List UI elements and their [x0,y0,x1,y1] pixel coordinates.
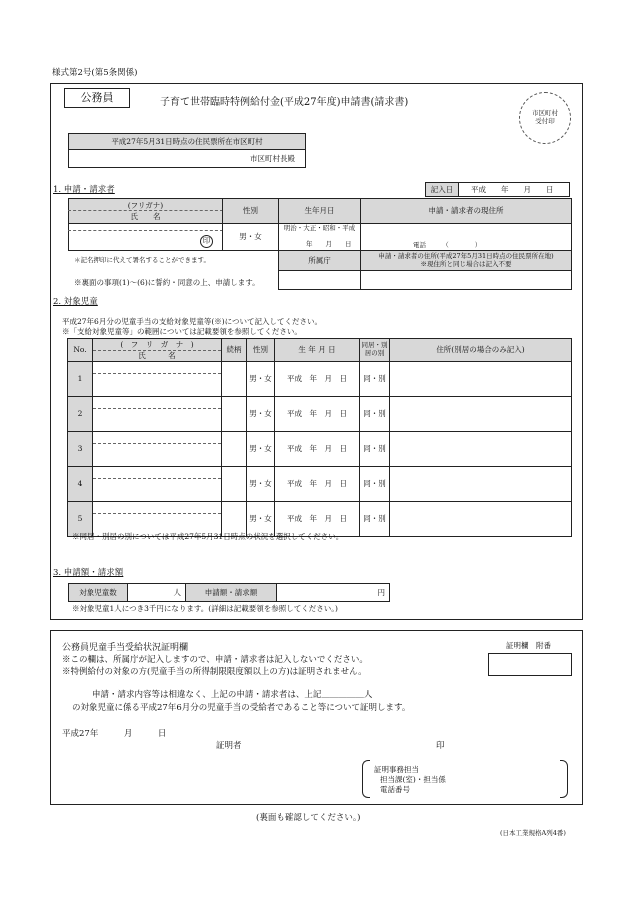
certifier-label: 証明者 [216,741,242,751]
amount-note: ※対象児童1人につき3千円になります。(詳細は記載要領を参照してください。) [72,604,338,613]
table-row [68,397,572,432]
col-name-label: 氏 名 [93,350,221,360]
prev-address-label: 申請・請求者の住所(平成27年5月31日時点の住民票所在地) [378,252,554,260]
name-label: 氏 名 [130,212,161,221]
contact-dept: 担当課(室)・担当係 [380,775,446,784]
child-gender[interactable]: 男・女 [247,397,275,432]
phone-field: 電話 （ ） [413,241,482,249]
cert-number-input[interactable] [488,653,572,676]
relation-input[interactable] [222,467,247,502]
page-title: 子育て世帯臨時特例給付金(平成27年度)申請書(請求書) [160,97,409,108]
children-footnote: ※同居・別居の別については平成27年5月31日時点の状況を選択してください。 [72,532,344,541]
col-no: No. [68,339,93,362]
gender-select[interactable] [222,223,279,251]
furigana-label: (フリガナ) [127,201,164,210]
gender-value: 男・女 [239,232,262,241]
child-name-input[interactable] [93,432,222,467]
child-birth[interactable]: 平成 年 月 日 [275,397,360,432]
row-no: 1 [68,362,93,397]
child-address-input[interactable] [390,467,572,502]
col-birth: 生 年 月 日 [275,339,360,362]
cert-number-label: 証明欄 附番 [506,641,551,650]
child-cohab[interactable]: 同・別 [360,397,390,432]
child-gender[interactable]: 男・女 [247,362,275,397]
table-row [68,362,572,397]
col-name [93,339,222,362]
child-address-input[interactable] [390,397,572,432]
residence-box [68,133,306,168]
cert-note-2: ※特例給付の対象の方(児童手当の所得制限限度額以上の方)は証明されません。 [62,667,367,677]
contact-bracket [362,760,568,798]
count-input[interactable] [128,584,186,601]
office-input[interactable] [278,270,361,290]
form-id: 様式第2号(第5条関係) [52,68,138,78]
era-options: 明治・大正・昭和・平成 [283,224,356,232]
amount-row [68,583,390,602]
back-note: (裏面も確認してください。) [256,813,361,823]
child-name-input[interactable] [93,362,222,397]
child-birth[interactable]: 平成 年 月 日 [275,432,360,467]
amount-label: 申請額・請求額 [186,584,277,601]
residence-suffix: 市区町村長殿 [250,153,295,163]
child-birth[interactable]: 平成 年 月 日 [275,467,360,502]
col-relation: 続柄 [222,339,247,362]
child-gender[interactable]: 男・女 [247,432,275,467]
children-note-2: ※「支給対象児童等」の範囲については記載要領を参照してください。 [62,327,302,336]
child-gender[interactable]: 男・女 [247,502,275,537]
name-input[interactable] [68,223,223,251]
relation-input[interactable] [222,362,247,397]
cert-body-1: 申請・請求内容等は相違なく、上記の申請・請求者は、上記＿＿＿＿＿人 [92,690,373,700]
contact-phone: 電話番号 [380,785,410,794]
section1-heading: 1. 申請・請求者 [53,185,115,195]
cert-body-2: の対象児童に係る平成27年6月分の児童手当の受給者であること等について証明します。 [72,703,411,713]
certifier-seal: 印 [436,741,445,751]
signature-note: ＊記名押印に代えて署名することができます。 [74,256,210,264]
relation-input[interactable] [222,397,247,432]
row-no: 4 [68,467,93,502]
section2-heading: 2. 対象児童 [53,297,98,307]
applicant-grid [68,198,572,290]
prev-address-note: ※現住所と同じ場合は記入不要 [420,259,512,268]
prev-address-input[interactable] [360,270,572,290]
child-address-input[interactable] [390,362,572,397]
table-row [68,432,572,467]
section3-heading: 3. 申請額・請求額 [53,568,124,578]
col-address: 住所(別居の場合のみ記入) [390,339,572,362]
row-no: 3 [68,432,93,467]
birth-header: 生年月日 [278,198,361,224]
amount-unit: 円 [377,588,385,597]
residence-header: 平成27年5月31日時点の住民票所在市区町村 [69,134,305,150]
child-birth[interactable]: 平成 年 月 日 [275,502,360,537]
entry-date-value: 平成 年 月 日 [471,185,554,194]
paper-size: (日本工業規格A列4番) [500,829,566,837]
col-cohab: 同居・別居の別 [360,339,390,362]
prev-address-header [360,250,572,271]
entry-date-box [425,182,570,197]
birth-ymd: 年 月 日 [306,240,352,248]
seal-mark: 印 [200,235,213,248]
amount-input[interactable] [277,584,389,601]
entry-date-label: 記入日 [426,183,459,196]
table-row [68,467,572,502]
row-no: 5 [68,502,93,537]
child-name-input[interactable] [93,397,222,432]
relation-input[interactable] [222,432,247,467]
cert-note-1: ※この欄は、所属庁が記入しますので、申請・請求者は記入しないでください。 [62,655,368,665]
child-address-input[interactable] [390,502,572,537]
row-no: 2 [68,397,93,432]
child-cohab[interactable]: 同・別 [360,362,390,397]
col-furigana: ( フ リ ガ ナ ) [120,340,194,350]
pledge-text: ※裏面の事項(1)～(6)に誓約・同意の上、申請します。 [74,278,260,287]
address-header: 申請・請求者の現住所 [360,198,572,224]
child-name-input[interactable] [93,467,222,502]
civil-servant-badge [64,88,130,108]
stamp-label: 市区町村 受付印 [532,109,558,125]
count-label: 対象児童数 [69,584,128,601]
reception-stamp [519,92,571,144]
contact-title: 証明事務担当 [374,765,419,774]
child-birth[interactable]: 平成 年 月 日 [275,362,360,397]
office-header: 所属庁 [278,250,361,271]
certificate-title: 公務員児童手当受給状況証明欄 [62,643,189,653]
cert-date[interactable]: 平成27年 月 日 [62,729,167,739]
gender-header: 性別 [222,198,279,224]
children-table [67,338,572,537]
child-cohab[interactable]: 同・別 [360,432,390,467]
col-gender: 性別 [247,339,275,362]
count-unit: 人 [173,588,181,597]
children-note-1: 平成27年6月分の児童手当の支給対象児童等(※)について記入してください。 [62,317,323,326]
child-cohab[interactable]: 同・別 [360,467,390,502]
child-cohab[interactable]: 同・別 [360,502,390,537]
badge-text: 公務員 [80,91,114,104]
child-address-input[interactable] [390,432,572,467]
child-gender[interactable]: 男・女 [247,467,275,502]
